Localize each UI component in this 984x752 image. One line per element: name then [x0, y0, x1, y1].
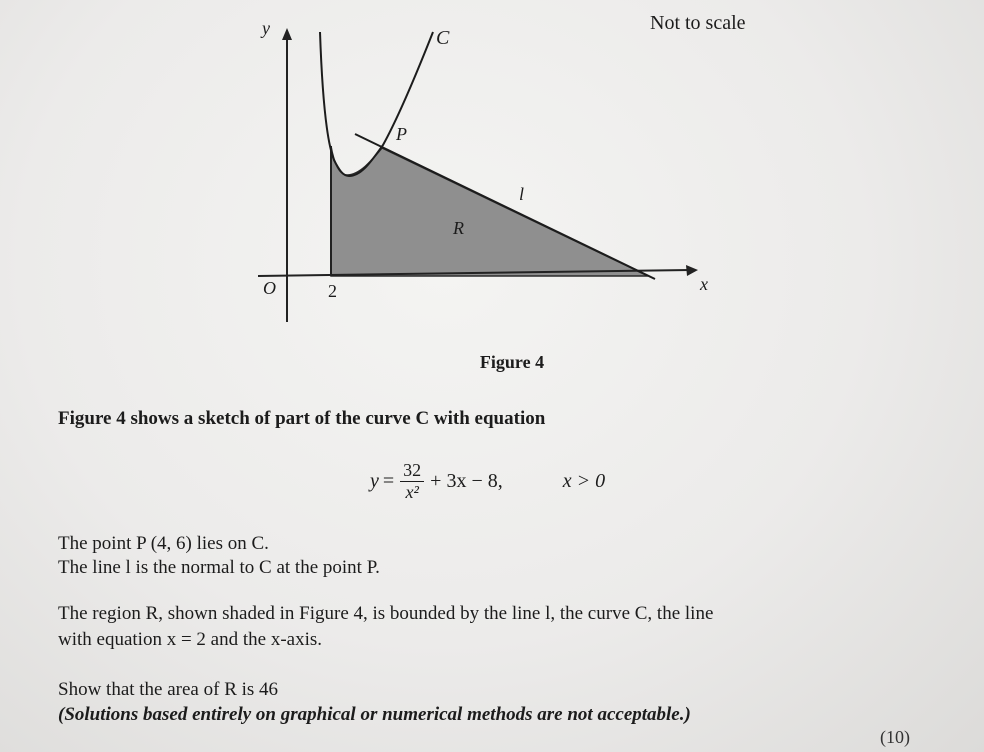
eq-denominator: x² — [405, 481, 419, 502]
x-axis-arrow — [686, 265, 698, 276]
not-to-scale-label: Not to scale — [650, 12, 746, 34]
intro-text: Figure 4 shows a sketch of part of the curve C with equation — [58, 408, 546, 429]
curve-c — [320, 32, 433, 176]
x-value-2-label: 2 — [328, 281, 337, 301]
method-note: (Solutions based entirely on graphical or numerical methods are not acceptable.) — [58, 704, 691, 725]
eq-rest: + 3x − 8, — [430, 469, 503, 492]
x-axis-label: x — [700, 274, 708, 294]
region-statement-line-2: with equation x = 2 and the x-axis. — [58, 629, 322, 650]
eq-fraction — [400, 460, 424, 503]
marks-label: (10) — [880, 727, 910, 747]
y-axis-label: y — [262, 18, 270, 38]
line-l-label: l — [519, 184, 525, 204]
eq-numerator: 32 — [400, 460, 424, 482]
figure-caption: Figure 4 — [479, 352, 545, 372]
figure-4-sketch — [0, 0, 984, 340]
point-p-label: P — [396, 124, 407, 144]
eq-y: y — [370, 469, 379, 492]
normal-line-statement: The line l is the normal to C at the point P. — [58, 557, 380, 578]
region-r-label: R — [453, 218, 464, 238]
point-p-statement: The point P (4, 6) lies on C. — [58, 533, 269, 554]
origin-label: O — [263, 278, 276, 298]
y-axis-arrow — [282, 28, 292, 40]
curve-equation — [370, 456, 605, 506]
task-statement: Show that the area of R is 46 — [58, 679, 279, 700]
region-r-shading — [331, 146, 648, 276]
eq-condition: x > 0 — [562, 469, 606, 492]
eq-equals: = — [382, 469, 395, 492]
curve-c-label: C — [436, 27, 450, 49]
region-statement-line-1: The region R, shown shaded in Figure 4, is bounded by the line l, the curve C, the line — [58, 603, 714, 624]
